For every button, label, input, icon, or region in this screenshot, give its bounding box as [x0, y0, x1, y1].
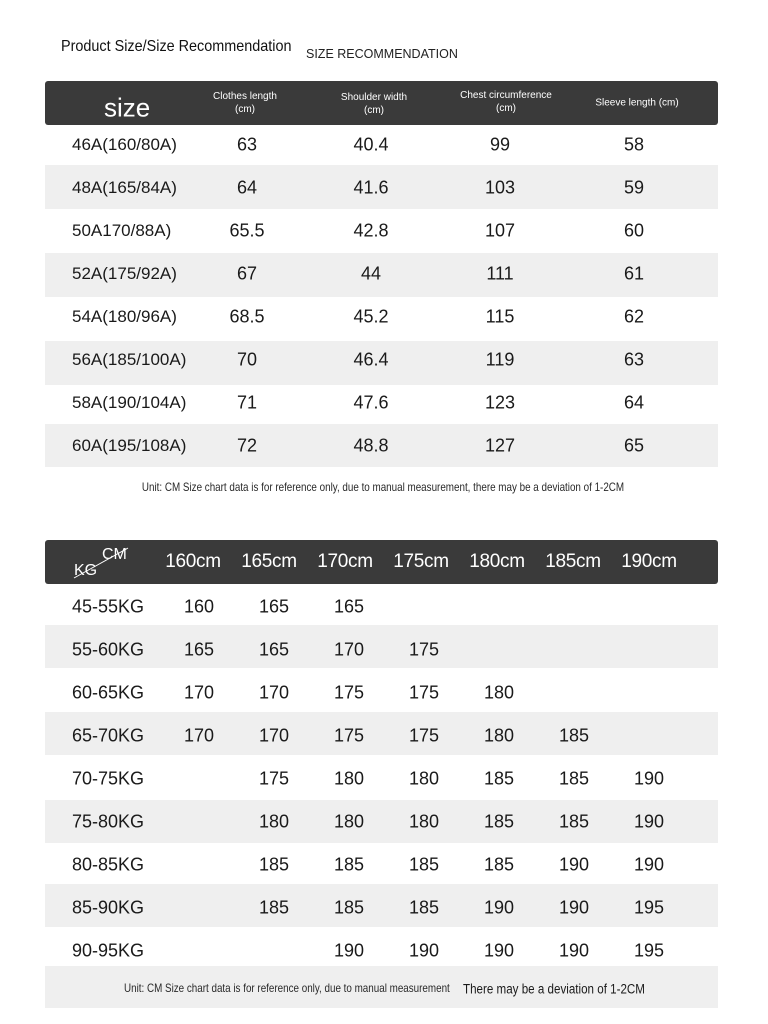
recommended-size-cell: 185	[483, 811, 515, 832]
weight-label: 60-65KG	[72, 682, 145, 703]
recommended-size-cell: 190	[483, 897, 515, 918]
recommended-size-cell: 185	[558, 768, 590, 789]
size-label: 56A(185/100A)	[72, 350, 187, 369]
recommended-size-cell: 190	[558, 940, 590, 961]
header-chest-circumference: Chest circumference (cm)	[460, 90, 552, 114]
row-stripe	[45, 800, 718, 843]
cell-chest: 103	[484, 177, 516, 198]
recommendation-table-header	[45, 540, 718, 584]
recommended-size-cell: 190	[408, 940, 440, 961]
cell-sleeve: 65	[623, 435, 645, 456]
recommended-size-cell: 165	[258, 596, 290, 617]
recommended-size-cell: 180	[483, 725, 515, 746]
cell-sleeve: 62	[623, 306, 645, 327]
header-clothes-length: Clothes length (cm)	[213, 91, 277, 115]
corner-label-cm: CM	[102, 546, 127, 563]
recommended-size-cell: 185	[558, 725, 590, 746]
row-stripe	[45, 884, 718, 927]
recommended-size-cell: 165	[183, 639, 215, 660]
recommended-size-cell: 185	[258, 854, 290, 875]
recommended-size-cell: 190	[558, 897, 590, 918]
cell-chest: 111	[486, 263, 514, 284]
cell-sleeve: 59	[623, 177, 645, 198]
cell-shoulder-width: 44	[360, 263, 382, 284]
size-table-note: Unit: CM Size chart data is for reference only, due to manual measurement, there may be a deviation of 1-2CM	[141, 480, 625, 494]
cell-chest: 107	[484, 220, 516, 241]
weight-label: 45-55KG	[72, 596, 145, 617]
recommended-size-cell: 190	[558, 854, 590, 875]
cell-sleeve: 63	[623, 349, 645, 370]
recommended-size-cell: 195	[633, 940, 665, 961]
recommended-size-cell: 185	[333, 854, 365, 875]
weight-label: 80-85KG	[72, 854, 145, 875]
recommended-size-cell: 180	[333, 811, 365, 832]
height-header: 170cm	[317, 551, 373, 572]
cell-sleeve: 64	[623, 392, 645, 413]
recommendation-note: Unit: CM Size chart data is for reference only, due to manual measurement	[124, 981, 450, 995]
recommended-size-cell: 175	[408, 725, 440, 746]
recommended-size-cell: 180	[333, 768, 365, 789]
height-header: 175cm	[393, 551, 449, 572]
size-label: 48A(165/84A)	[72, 178, 177, 197]
cell-chest: 99	[489, 134, 511, 155]
recommended-size-cell: 170	[183, 725, 215, 746]
recommended-size-cell: 180	[408, 768, 440, 789]
cell-clothes-length: 67	[236, 263, 258, 284]
row-stripe	[45, 625, 718, 668]
row-stripe	[45, 712, 718, 755]
recommended-size-cell: 165	[333, 596, 365, 617]
weight-label: 55-60KG	[72, 639, 145, 660]
cell-clothes-length: 71	[236, 392, 258, 413]
recommended-size-cell: 185	[408, 897, 440, 918]
size-label: 58A(190/104A)	[72, 393, 187, 412]
recommended-size-cell: 170	[258, 725, 290, 746]
cell-clothes-length: 64	[236, 177, 258, 198]
recommended-size-cell: 170	[333, 639, 365, 660]
cell-chest: 119	[485, 349, 515, 370]
height-header: 190cm	[621, 551, 677, 572]
cell-clothes-length: 70	[236, 349, 258, 370]
recommended-size-cell: 190	[633, 768, 665, 789]
weight-label: 85-90KG	[72, 897, 145, 918]
recommended-size-cell: 185	[408, 854, 440, 875]
recommended-size-cell: 170	[258, 682, 290, 703]
cell-shoulder-width: 46.4	[353, 349, 389, 370]
recommended-size-cell: 185	[258, 897, 290, 918]
weight-label: 65-70KG	[72, 725, 145, 746]
size-label: 54A(180/96A)	[72, 307, 177, 326]
recommended-size-cell: 175	[333, 682, 365, 703]
recommended-size-cell: 185	[483, 854, 515, 875]
page-subtitle: SIZE RECOMMENDATION	[306, 47, 458, 61]
cell-shoulder-width: 47.6	[353, 392, 389, 413]
recommended-size-cell: 175	[408, 639, 440, 660]
height-header: 185cm	[545, 551, 601, 572]
recommended-size-cell: 185	[333, 897, 365, 918]
size-label: 52A(175/92A)	[72, 264, 177, 283]
cell-chest: 127	[484, 435, 516, 456]
cell-shoulder-width: 45.2	[353, 306, 389, 327]
recommended-size-cell: 175	[333, 725, 365, 746]
recommended-size-cell: 190	[483, 940, 515, 961]
recommended-size-cell: 190	[633, 811, 665, 832]
recommendation-note-deviation: There may be a deviation of 1-2CM	[463, 981, 645, 997]
recommended-size-cell: 180	[258, 811, 290, 832]
recommended-size-cell: 165	[258, 639, 290, 660]
cell-shoulder-width: 41.6	[353, 177, 389, 198]
header-sleeve-length: Sleeve length (cm)	[595, 97, 679, 109]
cell-sleeve: 61	[623, 263, 645, 284]
weight-label: 90-95KG	[72, 940, 145, 961]
cell-chest: 115	[485, 306, 515, 327]
recommended-size-cell: 195	[633, 897, 665, 918]
size-label: 50A170/88A)	[72, 221, 172, 240]
cell-sleeve: 60	[623, 220, 645, 241]
recommended-size-cell: 175	[408, 682, 440, 703]
cell-shoulder-width: 40.4	[353, 134, 389, 155]
recommended-size-cell: 185	[558, 811, 590, 832]
cell-shoulder-width: 48.8	[353, 435, 389, 456]
recommended-size-cell: 170	[183, 682, 215, 703]
cell-sleeve: 58	[623, 134, 645, 155]
weight-label: 75-80KG	[72, 811, 145, 832]
cell-clothes-length: 72	[236, 435, 258, 456]
recommended-size-cell: 180	[408, 811, 440, 832]
header-shoulder-width: Shoulder width (cm)	[340, 92, 408, 116]
cell-clothes-length: 63	[236, 134, 258, 155]
weight-label: 70-75KG	[72, 768, 145, 789]
cell-shoulder-width: 42.8	[353, 220, 389, 241]
height-header: 160cm	[165, 551, 221, 572]
corner-label-kg: KG	[74, 562, 98, 579]
cell-chest: 123	[484, 392, 516, 413]
height-header: 180cm	[469, 551, 525, 572]
recommended-size-cell: 190	[633, 854, 665, 875]
recommended-size-cell: 160	[183, 596, 215, 617]
recommended-size-cell: 190	[333, 940, 365, 961]
recommended-size-cell: 175	[258, 768, 290, 789]
cell-clothes-length: 68.5	[229, 306, 265, 327]
size-label: 60A(195/108A)	[72, 436, 187, 455]
header-size: size	[104, 92, 151, 123]
height-header: 165cm	[241, 551, 297, 572]
recommended-size-cell: 180	[483, 682, 515, 703]
cell-clothes-length: 65.5	[229, 220, 265, 241]
size-label: 46A(160/80A)	[72, 135, 177, 154]
recommended-size-cell: 185	[483, 768, 515, 789]
page-title: Product Size/Size Recommendation	[61, 38, 292, 55]
